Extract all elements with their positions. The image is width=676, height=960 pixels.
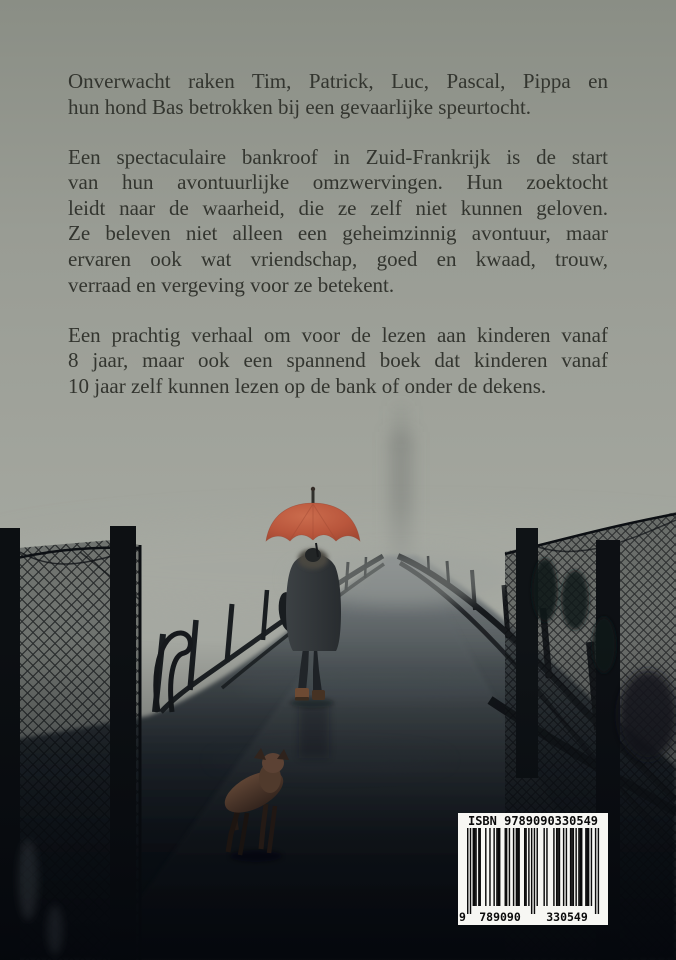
blurb-line: van hun avontuurlijke omzwervingen. Hun zoektocht — [68, 170, 608, 195]
barcode-digit-group2: 330549 — [546, 910, 588, 924]
blurb — [68, 69, 608, 424]
blurb-line: 8 jaar, maar ook een spannend boek dat kinderen vanaf — [68, 348, 608, 373]
blurb-paragraph-1 — [68, 145, 608, 299]
blurb-line: hun hond Bas betrokken bij een gevaarlijke speurtocht. — [68, 94, 532, 119]
boot — [312, 690, 325, 700]
barcode-bars — [458, 813, 608, 925]
boot-sole — [295, 697, 309, 701]
isbn-barcode — [458, 813, 608, 925]
blurb-paragraph-0 — [68, 69, 608, 120]
isbn-label: ISBN 9789090330549 — [467, 814, 599, 828]
blurb-line: Een spectaculaire bankroof in Zuid-Frankrijk is de start — [68, 144, 608, 169]
barcode-digit-group1: 789090 — [479, 910, 521, 924]
blurb-line: ervaren ook wat vriendschap, goed en kwaad, trouw, — [68, 247, 608, 272]
reflection — [299, 706, 329, 758]
blurb-line: Onverwacht raken Tim, Patrick, Luc, Pascal, Pippa en — [68, 69, 608, 93]
blurb-line: 10 jaar zelf kunnen lezen op de bank of onder de dekens. — [68, 373, 547, 398]
dog-shadow — [230, 850, 282, 862]
barcode-digit-first: 9 — [459, 910, 466, 924]
blurb-line: Een prachtig verhaal om voor de lezen aan kinderen vanaf — [68, 322, 608, 347]
blurb-line: leidt naar de waarheid, die ze zelf niet kunnen geloven. — [68, 195, 608, 220]
blurb-line: verraad en vergeving voor ze betekent. — [68, 272, 395, 297]
blurb-paragraph-2 — [68, 323, 608, 400]
blurb-line: Ze beleven niet alleen een geheimzinnig avontuur, maar — [68, 221, 608, 246]
